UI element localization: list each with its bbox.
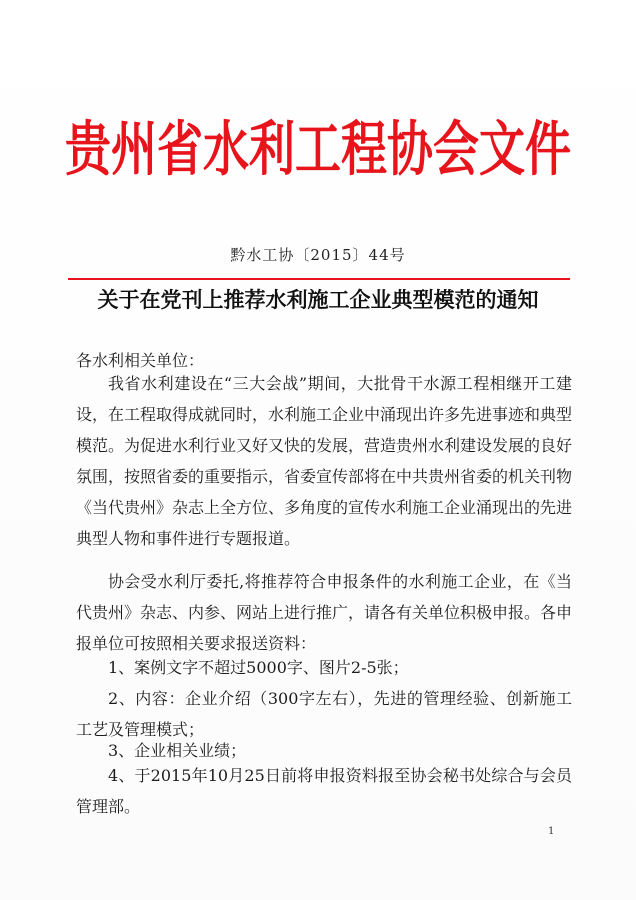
- requirement-item: 3、企业相关业绩；: [108, 741, 247, 760]
- header-divider: [68, 278, 570, 280]
- page-number: 1: [548, 826, 555, 837]
- requirement-item: 1、案例文字不超过5000字、图片2-5张；: [108, 658, 409, 677]
- org-header-title: 贵州省水利工程协会文件: [65, 114, 571, 184]
- notice-subject: 关于在党刊上推荐水利施工企业典型模范的通知: [97, 287, 539, 312]
- requirement-item: 2、内容：企业介绍（300字左右），先进的管理经验、创新施工工艺及管理模式；: [76, 689, 572, 739]
- body-paragraph: 我省水利建设在“三大会战”期间，大批骨干水源工程相继开工建设，在工程取得成就同时，水利施工企业中涌现出许多先进事迹和典型模范。为促进水利行业又好又快的发展，营造贵州水利建设发展的良好氛围，按照省委的重要指示，省委宣传部将在中共贵州省委的机关刊物《当代贵州》杂志上全方位、多角度的宣传水利施工企业涌现出的先进典型人物和事件进行专题报道。: [76, 374, 573, 548]
- salutation: 各水利相关单位：: [76, 351, 205, 370]
- requirement-item: 4、于2015年10月25日前将申报资料报至协会秘书处综合与会员管理部。: [76, 766, 572, 816]
- document-number: 黔水工协〔2015〕44号: [230, 246, 406, 264]
- body-paragraph: 协会受水利厅委托,将推荐符合申报条件的水利施工企业，在《当代贵州》杂志、内参、网站上进行推广，请各有关单位积极申报。各申报单位可按照相关要求报送资料：: [76, 572, 573, 653]
